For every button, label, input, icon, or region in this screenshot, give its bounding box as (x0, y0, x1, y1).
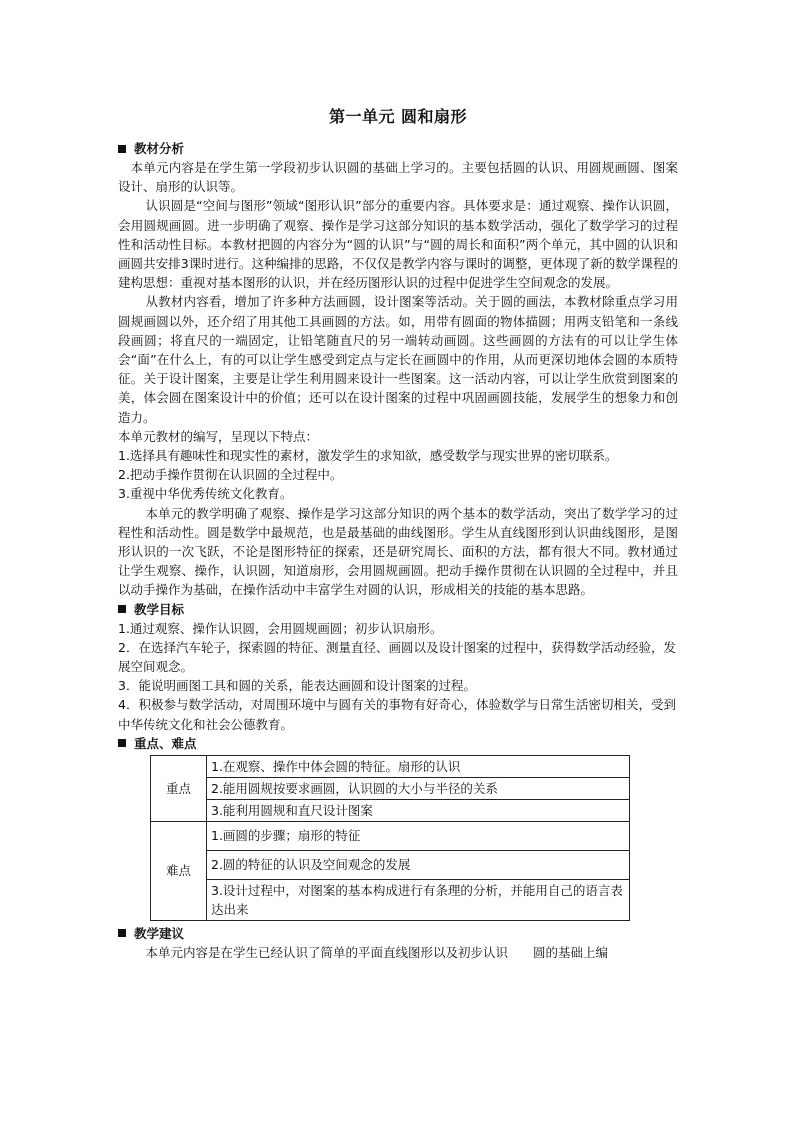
list-item: 2．在选择汽车轮子，探索圆的特征、测量直径、画圆以及设计图案的过程中，获得数学活动经验，发展空间观念。 (118, 639, 676, 675)
paragraph: 本单元的教学明确了观察、操作是学习这部分知识的两个基本的数学活动，突出了数学学习的过程性和活动性。圆是数学中最规范，也是最基础的曲线图形。学生从直线图形到认识曲线图形，是图形认识的一次飞跃，不论是图形特征的探索，还是研究周长、面积的方法，都有很大不同。教材通过让学生观察、操作，认识圆，知道扇形，会用圆规画圆。把动手操作贯彻在认识圆的全过程中，并且以动手操作为基础，在操作活动中丰富学生对圆的认识，形成相关的技能的基本思路。 (118, 505, 678, 598)
table-cell: 3.设计过程中，对图案的基本构成进行有条理的分析，并能用自己的语言表达出来 (207, 879, 630, 920)
table-row (151, 755, 630, 777)
table-row (151, 821, 630, 850)
table-row (151, 850, 630, 879)
section-heading-goals (118, 600, 678, 619)
table-row (151, 879, 630, 920)
section-heading-text: 教学目标 (134, 601, 185, 617)
list-item: 2.把动手操作贯彻在认识圆的全过程中。 (118, 467, 343, 483)
paragraph: 本单元内容是在学生第一学段初步认识圆的基础上学习的。主要包括圆的认识、用圆规画圆、图案设计、扇形的认识等。 (118, 160, 678, 195)
table-cell: 1.在观察、操作中体会圆的特征。扇形的认识 (207, 755, 630, 777)
table-cell: 1.画圆的步骤；扇形的特征 (207, 821, 630, 850)
list-item: 1.通过观察、操作认识圆，会用圆规画圆；初步认识扇形。 (118, 620, 443, 636)
section-heading-text: 重点、难点 (134, 735, 197, 751)
paragraph: 从教材内容看，增加了许多种方法画圆，设计图案等活动。关于圆的画法，本教材除重点学习用圆规画圆以外，还介绍了用其他工具画圆的方法。如，用带有圆面的物体描圆；用两支铅笔和一条线段画圆；将直尺的一端固定，让铅笔随直尺的另一端转动画圆。这些画圆的方法有的可以让学生体会“面”在什么上，有的可以让学生感受到定点与定长在画圆中的作用，从而更深切地体会圆的本质特征。关于设计图案，主要是让学生利用圆来设计一些图案。这一活动内容，可以让学生欣赏到图案的美，体会圆在图案设计中的价值；还可以在设计图案的过程中巩固画圆技能，发展学生的想象力和创造力。 (118, 294, 678, 425)
paragraph: 本单元内容是在学生已经认识了简单的平面直线图形以及初步认识 圆的基础上编 (145, 944, 609, 960)
section-heading-text: 教材分析 (134, 141, 185, 156)
table-cell-category: 难点 (151, 821, 207, 920)
square-bullet-icon (118, 605, 126, 613)
list-item: 3.重视中华优秀传统文化教育。 (118, 486, 293, 502)
paragraph: 本单元教材的编写，呈现以下特点： (118, 428, 319, 444)
keypoints-table (150, 755, 630, 921)
list-item: 3．能说明画图工具和圆的关系，能表达画圆和设计图案的过程。 (118, 678, 476, 694)
list-item: 1.选择具有趣味性和现实性的素材，激发学生的求知欲，感受数学与现实世界的密切联系。 (118, 448, 618, 464)
paragraph: 认识圆是“空间与图形”领域“图形认识”部分的重要内容。具体要求是：通过观察、操作认识圆，会用圆规画圆。进一步明确了观察、操作是学习这部分知识的基本数学活动，强化了数学学习的过程性和活动性目标。本教材把圆的内容分为“圆的认识”与“圆的周长和面积”两个单元，其中圆的认识和画圆共安排3课时进行。这种编排的思路，不仅仅是教学内容与课时的调整，更体现了新的数学课程的建构思想：重视对基本图形的认识，并在经历图形认识的过程中促进学生空间观念的发展。 (118, 198, 678, 291)
section-heading-text: 教学建议 (134, 925, 185, 941)
section-heading-keypoints (118, 734, 678, 753)
table-row (151, 777, 630, 799)
section-heading-analysis (118, 139, 678, 158)
table-row (151, 799, 630, 821)
table-cell-category: 重点 (151, 755, 207, 821)
table-cell: 2.圆的特征的认识及空间观念的发展 (207, 850, 630, 879)
square-bullet-icon (118, 929, 126, 937)
square-bullet-icon (118, 145, 126, 153)
page-title: 第一单元 圆和扇形 (328, 107, 468, 126)
list-item: 4．积极参与数学活动，对周围环境中与圆有关的事物有好奇心，体验数学与日常生活密切相关，受到中华传统文化和社会公德教育。 (118, 697, 676, 732)
section-heading-suggestions (118, 924, 678, 943)
document-page (118, 104, 678, 962)
table-cell: 2.能用圆规按要求画圆，认识圆的大小与半径的关系 (207, 777, 630, 799)
square-bullet-icon (118, 739, 126, 747)
table-cell: 3.能利用圆规和直尺设计图案 (207, 799, 630, 821)
